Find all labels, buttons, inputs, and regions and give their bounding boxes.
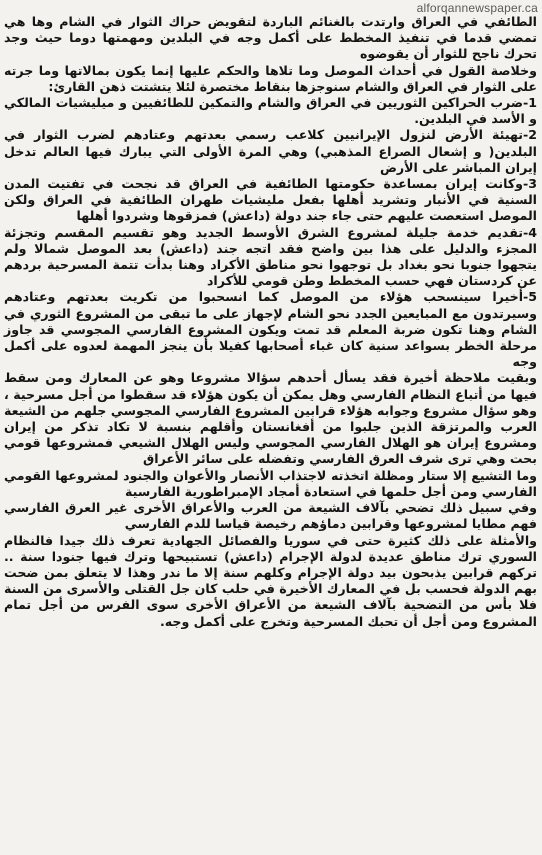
- source-watermark: alforqannewspaper.ca: [416, 1, 538, 15]
- paragraph-1: الطائفي في العراق وارتدت بالغنائم الباردة لتقويض حراك الثوار في الشام وها هي تمضي قدما في تنفيذ المخطط على أكمل وجه في البلدين ومهمتها دوما حيث وجد تحرك ناجح للثوار أن يقوضوه: [4, 14, 537, 62]
- point-2: 2-تهيئة الأرض لنزول الإيرانيين كلاعب رسمي بعدتهم وعتادهم لضرب الثوار في البلدين( و إشعال الصراع المذهبي) وهي المرة الأولى التي يبارك فيها العالم تدخل إيران المباشر على الأرض: [4, 127, 537, 175]
- point-5: 5-أخيرا سينسحب هؤلاء من الموصل كما انسحبوا من تكريت بعدتهم وعتادهم وسيرتدون مع المبايعين الجدد نحو الشام لإجهاز على ما تبقى من المشروع الثوري في الشام وهنا تكون ضربة المعلم قد تمت ويكون المشروع الفارسي المجوسي قد جاوز مرحلة الخطر بسواعد سنية كان غباء أصحابها كفيلا بأن ينجز المهمة لعدوه على أكمل وجه: [4, 289, 537, 370]
- paragraph-shiism: وما التشيع إلا ستار ومظلة اتخذته لاجتذاب الأنصار والأعوان والجنود لمشروعها القومي الفارسي ومن أجل حلمها في استعادة أمجاد الإمبراطورية الفارسية: [4, 467, 537, 499]
- article-body: [0, 14, 542, 855]
- point-3: 3-وكانت إيران بمساعدة حكومتها الطائفية في العراق قد نجحت في تفتيت المدن السنية في الأنبار وتشريد أهلها بفعل مليشيات طهران الطائفية في العراق ولكن الموصل استعصت عليهم حتى جاء جند دولة (داعش) فمزقوها وشردوا أهلها: [4, 176, 537, 224]
- paragraph-examples: والأمثلة على ذلك كثيرة حتى في سوريا والفصائل الجهادية تعرف ذلك جيدا فالنظام السوري ترك مناطق عديدة لدولة الإجرام (داعش) تستبيحها وترك فيها جنودا سنة .. تركهم قرابين يذبحون بيد دولة الإجرام وكلهم سنة إلا ما ندر وهذا لا يتعلق بمن ضحت بهم الدولة فحسب بل في المعارك الأخيرة في حلب كان جل القتلى والأسرى من السنة فلا بأس من التضحية بآلاف الشيعة من الأعراق الأخرى سوى الفرس من أجل تمام المشروع ومن أجل أن تحبك المسرحية وتخرج على أكمل وجه.: [4, 532, 537, 629]
- paragraph-sacrifice: وفي سبيل ذلك تضحي بآلاف الشيعة من العرب والأعراق الأخرى غير العرق الفارسي فهم مطايا لمشروعها وقرابين دماؤهم رخيصة قياسا للدم الفارسي: [4, 500, 537, 532]
- paragraph-note: وبقيت ملاحظة أخيرة فقد يسأل أحدهم سؤالا مشروعا وهو عن المعارك ومن سقط فيها من أتباع النظام الفارسي وهل يمكن أن يكون هؤلاء قد سقطوا من أجل مسرحية ، وهو سؤال مشروع وجوابه هؤلاء قرابين المشروع الفارسي المجوسي جلهم من الشيعة العرب والمرتزقة الذين جلبوا من أفغانستان وأقلهم بنسبة لا تكاد تذكر من إيران ومشروع إيران هو الهلال الفارسي المجوسي وليس الهلال الشيعي فمشروعها قومي بحت وهي ترى شرف العرق الفارسي وتفضله على سائر الأعراق: [4, 370, 537, 467]
- paragraph-2: وخلاصة القول في أحداث الموصل وما تلاها والحكم عليها إنما يكون بمالاتها وما جرته على الثوار في العراق والشام سنوجزها بنقاط مختصرة لئلا يتشتت ذهن القارئ:: [4, 62, 537, 94]
- point-4: 4-تقديم خدمة جليلة لمشروع الشرق الأوسط الجديد وهو تقسيم المقسم وتجزئة المجزء والدليل على هذا بين واضح فقد اتجه جند (داعش) بعد الموصل شمالا ولم يتجهوا جنوبا نحو بغداد بل توجهوا نحو مناطق الأكراد وهنا بدأت تتمة المسرحية بردهم عن كردستان فهي حسب المخطط وطن قومي للأكراد: [4, 224, 537, 289]
- point-1: 1-ضرب الحراكين الثوريين في العراق والشام والتمكين للطائفيين و ميليشيات المالكي و الأسد في البلدين.: [4, 95, 537, 127]
